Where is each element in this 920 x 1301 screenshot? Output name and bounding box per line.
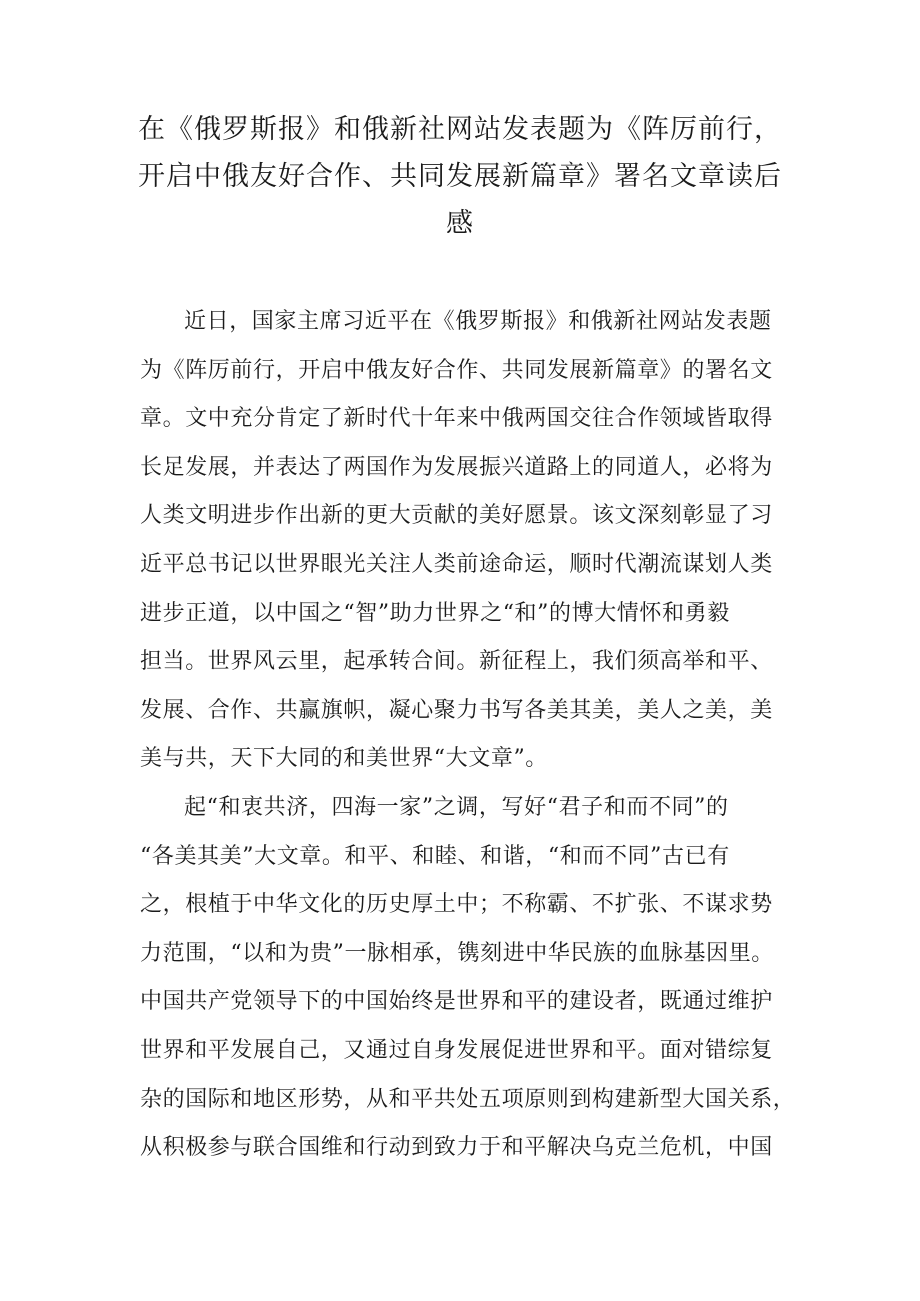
text-line: 世界和平发展自己，又通过自身发展促进世界和平。面对错综复 <box>140 1037 773 1063</box>
paragraph-1 <box>140 298 790 784</box>
text-line: 之，根植于中华文化的历史厚土中；不称霸、不扩张、不谋求势 <box>140 892 773 918</box>
text-line: 为《阵厉前行，开启中俄友好合作、共同发展新篇章》的署名文 <box>140 357 773 383</box>
text-line: 中国共产党领导下的中国始终是世界和平的建设者，既通过维护 <box>140 989 773 1015</box>
text-line: “各美其美”大文章。和平、和睦、和谐，“和而不同”古已有 <box>140 843 730 869</box>
text-line: 杂的国际和地区形势，从和平共处五项原则到构建新型大国关系， <box>140 1086 796 1112</box>
text-line: 章。文中充分肯定了新时代十年来中俄两国交往合作领域皆取得 <box>140 406 773 432</box>
document-title <box>130 106 790 247</box>
title-line: 在《俄罗斯报》和俄新社网站发表题为《阵厉前行， <box>138 114 782 145</box>
text-line: 担当。世界风云里，起承转合间。新征程上，我们须高举和平、 <box>140 649 773 675</box>
text-line: 发展、合作、共赢旗帜，凝心聚力书写各美其美，美人之美，美 <box>140 697 773 723</box>
text-line: 人类文明进步作出新的更大贡献的美好愿景。该文深刻彰显了习 <box>140 503 773 529</box>
title-line: 感 <box>446 208 474 239</box>
text-line: 力范围，“以和为贵”一脉相承，镌刻进中华民族的血脉基因里。 <box>140 940 774 966</box>
text-line: 美与共，天下大同的和美世界“大文章”。 <box>140 746 548 772</box>
document-body <box>140 298 796 1173</box>
text-line: 长足发展，并表达了两国作为发展振兴道路上的同道人，必将为 <box>140 454 773 480</box>
text-line: 起“和衷共济，四海一家”之调，写好“君子和而不同”的 <box>184 794 729 820</box>
paragraph-2 <box>140 784 796 1173</box>
text-line: 近平总书记以世界眼光关注人类前途命运，顺时代潮流谋划人类 <box>140 551 773 577</box>
text-line: 从积极参与联合国维和行动到致力于和平解决乌克兰危机，中国 <box>140 1135 773 1161</box>
text-line: 进步正道，以中国之“智”助力世界之“和”的博大情怀和勇毅 <box>140 600 730 626</box>
title-line: 开启中俄友好合作、共同发展新篇章》署名文章读后 <box>138 161 782 192</box>
text-line: 近日，国家主席习近平在《俄罗斯报》和俄新社网站发表题 <box>184 309 772 334</box>
